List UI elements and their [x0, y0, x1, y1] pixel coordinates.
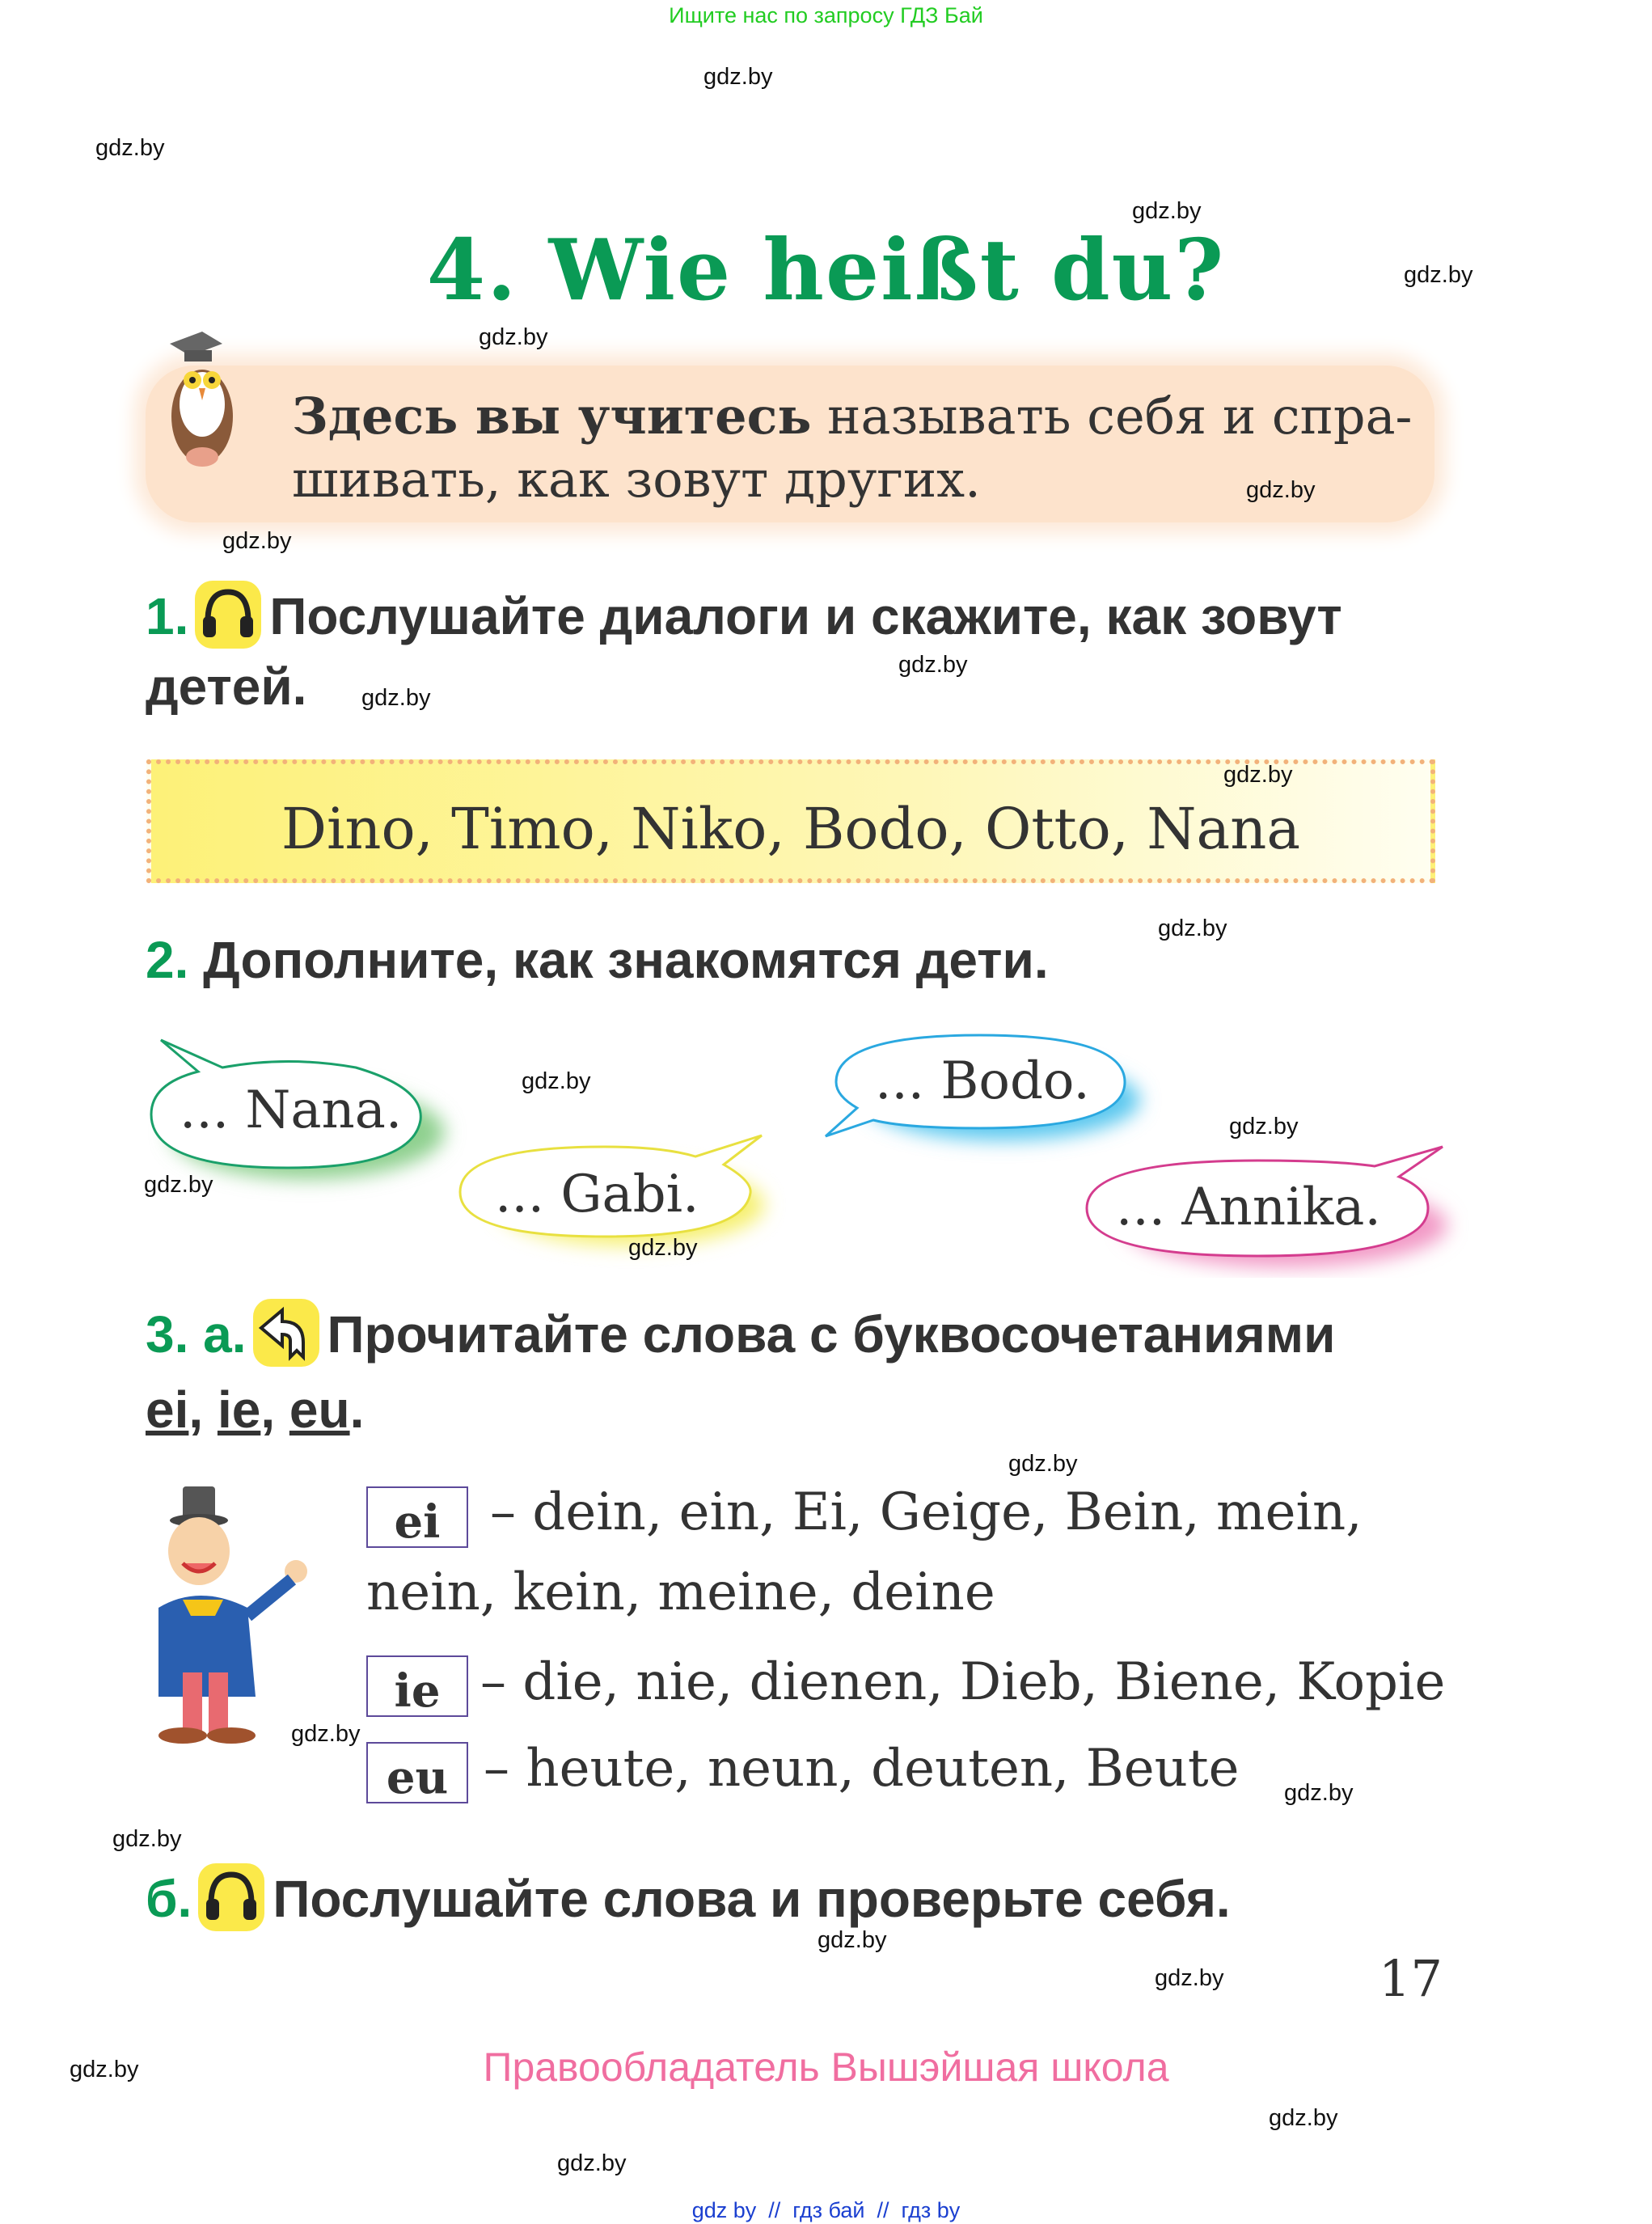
combo-eu: eu [289, 1380, 350, 1439]
intro-rest: называть себя и спра- [811, 387, 1413, 446]
watermark: gdz.by [95, 135, 165, 161]
bubble-text-annika: ... Annika. [1116, 1178, 1381, 1237]
watermark: gdz.by [898, 652, 968, 678]
headphones-icon[interactable] [198, 1863, 264, 1931]
watermark: gdz.by [1008, 1451, 1078, 1477]
task-3a-heading [146, 1299, 1335, 1367]
watermark: gdz.by [1269, 2105, 1338, 2131]
task-2-heading [146, 930, 1049, 990]
copyright: Правообладатель Вышэйшая школа [483, 2044, 1169, 2090]
watermark: gdz.by [479, 324, 548, 350]
intro-line-2: шивать, как зовут других. [292, 450, 981, 509]
watermark: gdz.by [144, 1172, 213, 1198]
watermark: gdz.by [70, 2057, 139, 2082]
label-eu: eu [366, 1742, 468, 1803]
read-arrow-icon[interactable] [253, 1299, 319, 1367]
watermark: gdz.by [1155, 1965, 1224, 1991]
watermark: gdz.by [361, 685, 431, 711]
task-3a-combos [146, 1380, 364, 1440]
names-list: Dino, Timo, Niko, Bodo, Otto, Nana [281, 796, 1301, 862]
period: . [349, 1380, 365, 1439]
watermark: gdz.by [1284, 1780, 1354, 1806]
task-2-number: 2. [146, 931, 189, 989]
watermark: gdz.by [1158, 915, 1227, 941]
words-ie-line: – die, nie, dienen, Dieb, Biene, Kopie [480, 1652, 1446, 1712]
owl-icon [162, 328, 275, 473]
speech-bubbles [0, 1019, 1652, 1278]
headphones-icon[interactable] [195, 581, 261, 649]
bubble-text-gabi: ... Gabi. [495, 1165, 699, 1224]
task-3b-text: Послушайте слова и проверьте себя. [273, 1870, 1231, 1928]
sep: , [260, 1380, 289, 1439]
watermark: gdz.by [1223, 762, 1293, 788]
task-3a-number: 3. а. [146, 1305, 247, 1364]
label-ei: ei [366, 1486, 468, 1548]
words-ei-line-1: – dein, ein, Ei, Geige, Bein, mein, [490, 1482, 1363, 1542]
watermark: gdz.by [1132, 198, 1202, 224]
label-ie: ie [366, 1655, 468, 1717]
top-banner[interactable]: Ищите нас по запросу ГДЗ Бай [669, 3, 983, 27]
watermark: gdz.by [1229, 1114, 1299, 1139]
watermark: gdz.by [112, 1826, 182, 1852]
boy-illustration [142, 1486, 316, 1747]
words-ei-line-2: nein, kein, meine, deine [366, 1562, 995, 1622]
task-1-heading [146, 581, 1342, 649]
page-number: 17 [1379, 1949, 1443, 2008]
task-1-number: 1. [146, 587, 189, 645]
task-1-text: Послушайте диалоги и скажите, как зовут [269, 587, 1342, 645]
watermark: gdz.by [628, 1235, 698, 1261]
intro-bold: Здесь вы учитесь [292, 387, 812, 446]
task-3b-heading [146, 1863, 1231, 1931]
watermark: gdz.by [818, 1927, 887, 1953]
words-eu-line: – heute, neun, deuten, Beute [484, 1739, 1240, 1799]
watermark: gdz.by [557, 2150, 627, 2176]
combo-ei: ei [146, 1380, 189, 1439]
task-1-text-2: детей. [146, 657, 307, 716]
watermark: gdz.by [1246, 477, 1316, 503]
task-2-text: Дополните, как знакомятся дети. [203, 931, 1049, 989]
task-3a-text: Прочитайте слова с буквосочетаниями [327, 1305, 1336, 1364]
combo-ie: ie [217, 1380, 261, 1439]
bubble-text-nana: ... Nana. [180, 1080, 403, 1140]
watermark: gdz.by [291, 1721, 361, 1747]
footer-links[interactable]: gdz by // гдз бай // гдз by [691, 2198, 961, 2222]
watermark: gdz.by [1404, 262, 1473, 288]
page-title: 4. Wie heißt du? [426, 220, 1226, 319]
bubble-text-bodo: ... Bodo. [875, 1051, 1090, 1111]
watermark: gdz.by [222, 528, 292, 554]
sep: , [188, 1380, 218, 1439]
watermark: gdz.by [522, 1068, 591, 1094]
intro-line-1 [292, 387, 1413, 446]
task-3b-number: б. [146, 1870, 192, 1928]
watermark: gdz.by [703, 64, 773, 90]
